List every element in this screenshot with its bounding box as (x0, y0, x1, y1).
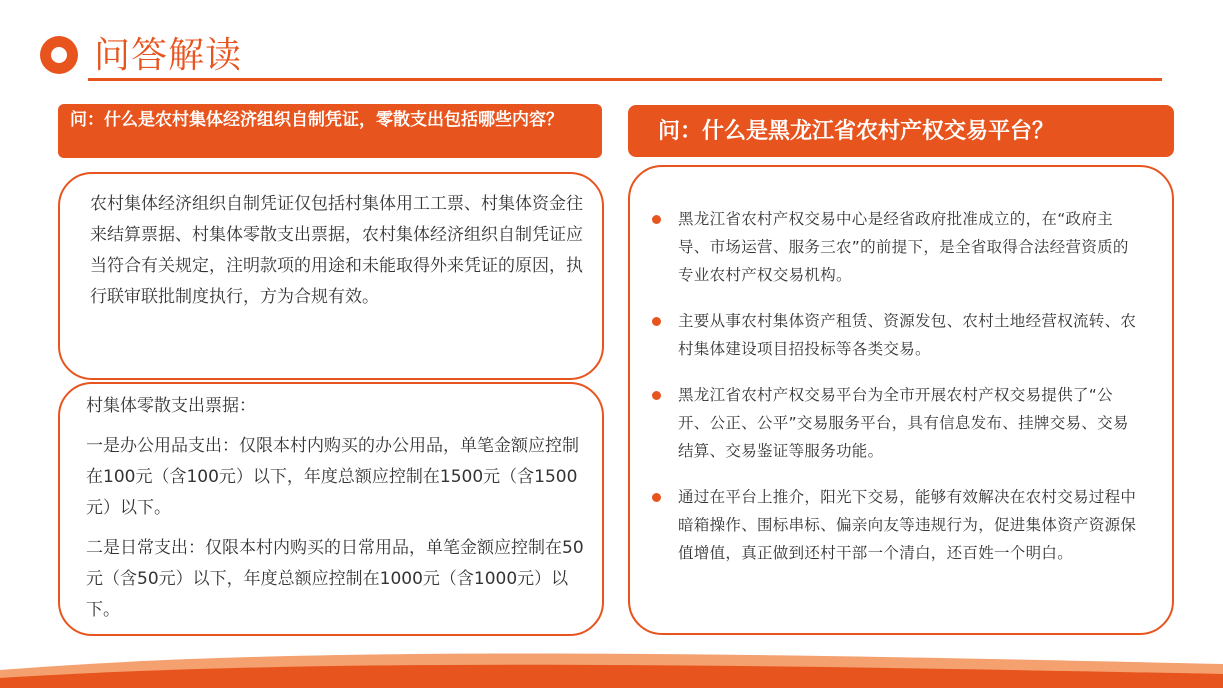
list-item (652, 307, 1142, 363)
title-divider (88, 78, 1162, 81)
bottom-decorative-wave (0, 634, 1223, 688)
page-title: 问答解读 (94, 35, 243, 76)
right-answer-box (628, 165, 1174, 635)
list-item-text: 通过在平台上推介，阳光下交易，能够有效解决在农村交易过程中暗箱操作、围标串标、偏亲向友等违规行为，促进集体资产资源保值增值，真正做到还村干部一个清白，还百姓一个明白。 (678, 488, 1137, 562)
left-answer-box (58, 172, 604, 380)
list-item-text: 黑龙江省农村产权交易平台为全市开展农村产权交易提供了“公开、公正、公平”交易服务平台，具有信息发布、挂牌交易、交易结算、交易鉴证等服务功能。 (678, 386, 1129, 460)
left-answer-text: 农村集体经济组织自制凭证仅包括村集体用工工票、村集体资金往来结算票据、村集体零散支出票据，农村集体经济组织自制凭证应当符合有关规定，注明款项的用途和未能取得外来凭证的原因，执行联审联批制度执行，方为合规有效。 (90, 194, 583, 307)
left-details-box (58, 382, 604, 636)
title-circle-icon (40, 36, 78, 74)
list-item (652, 381, 1142, 465)
details-item-office-supplies: 一是办公用品支出：仅限本村内购买的办公用品，单笔金额应控制在100元（含100元）以下，年度总额应控制在1500元（含1500元）以下。 (86, 436, 579, 518)
right-question-banner: 问：什么是黑龙江省农村产权交易平台？ (628, 105, 1174, 157)
details-item-daily-expenses: 二是日常支出：仅限本村内购买的日常用品，单笔金额应控制在50元（含50元）以下，年度总额应控制在1000元（含1000元）以下。 (86, 538, 584, 620)
list-item (652, 483, 1142, 567)
list-item-text: 黑龙江省农村产权交易中心是经省政府批准成立的，在“政府主导、市场运营、服务三农”的前提下，是全省取得合法经营资质的专业农村产权交易机构。 (678, 210, 1129, 284)
bullet-dot-icon (652, 391, 661, 400)
bullet-dot-icon (652, 317, 661, 326)
details-heading: 村集体零散支出票据： (86, 396, 256, 416)
bullet-dot-icon (652, 493, 661, 502)
list-item (652, 205, 1142, 289)
list-item-text: 主要从事农村集体资产租赁、资源发包、农村土地经营权流转、农村集体建设项目招投标等各类交易。 (678, 312, 1137, 358)
left-question-banner: 问：什么是农村集体经济组织自制凭证，零散支出包括哪些内容？ (58, 104, 602, 158)
bullet-dot-icon (652, 215, 661, 224)
